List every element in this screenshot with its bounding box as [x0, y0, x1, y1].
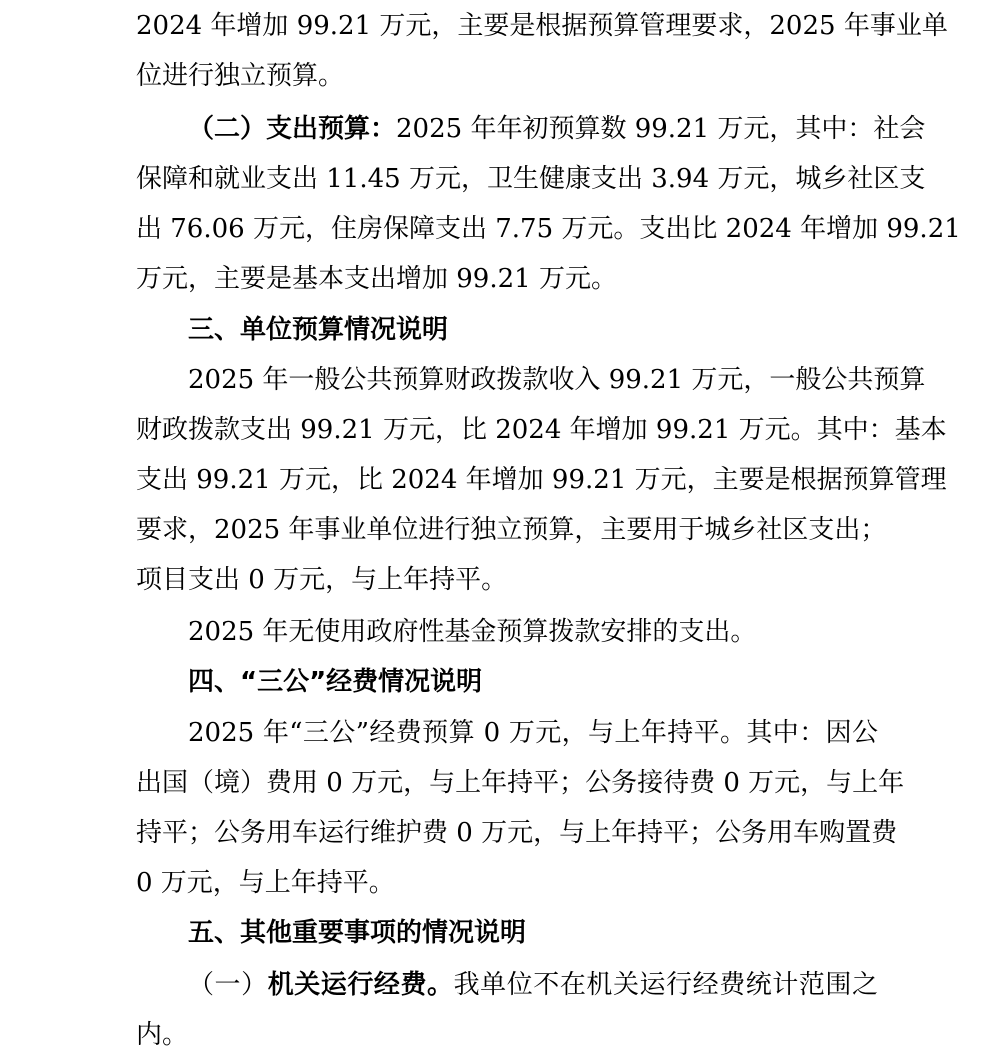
paragraph-line: 万元，主要是基本支出增加 99.21 万元。	[136, 264, 617, 294]
paragraph-line: 支出 99.21 万元，比 2024 年增加 99.21 万元，主要是根据预算管理	[136, 465, 947, 495]
subsection-label: 机关运行经费。	[267, 970, 454, 1000]
section-heading: 四、“三公”经费情况说明	[188, 667, 483, 697]
paragraph-line: 财政拨款支出 99.21 万元，比 2024 年增加 99.21 万元。其中：基本	[136, 415, 947, 445]
paragraph-line: 保障和就业支出 11.45 万元，卫生健康支出 3.94 万元，城乡社区支	[136, 164, 926, 194]
section-heading: 五、其他重要事项的情况说明	[188, 918, 527, 948]
paragraph-line: 位进行独立预算。	[136, 61, 345, 91]
paragraph-line: 内。	[136, 1020, 189, 1050]
section-heading: 三、单位预算情况说明	[188, 315, 449, 345]
subsection-number: （一）	[188, 970, 268, 1000]
paragraph-line: 2024 年增加 99.21 万元，主要是根据预算管理要求，2025 年事业单	[136, 11, 948, 41]
paragraph-line: 要求，2025 年事业单位进行独立预算，主要用于城乡社区支出；	[136, 515, 887, 545]
inline-text: 我单位不在机关运行经费统计范围之	[453, 970, 878, 1000]
paragraph-line: 出国（境）费用 0 万元，与上年持平；公务接待费 0 万元，与上年	[136, 768, 905, 798]
paragraph-line	[188, 960, 878, 1010]
inline-text: 2025 年年初预算数 99.21 万元，其中：社会	[396, 114, 926, 144]
paragraph-line: 项目支出 0 万元，与上年持平。	[136, 565, 508, 595]
paragraph-line: 2025 年“三公”经费预算 0 万元，与上年持平。其中：因公	[188, 718, 878, 748]
paragraph-line: 0 万元，与上年持平。	[136, 868, 395, 898]
paragraph-line: 2025 年无使用政府性基金预算拨款安排的支出。	[188, 617, 757, 647]
paragraph-line: 持平；公务用车运行维护费 0 万元，与上年持平；公务用车购置费	[136, 818, 898, 848]
subsection-label: （二）支出预算：	[188, 114, 397, 144]
paragraph-line	[188, 104, 926, 154]
paragraph-line: 2025 年一般公共预算财政拨款收入 99.21 万元，一般公共预算	[188, 365, 926, 395]
paragraph-line: 出 76.06 万元，住房保障支出 7.75 万元。支出比 2024 年增加 99.21	[136, 214, 961, 244]
